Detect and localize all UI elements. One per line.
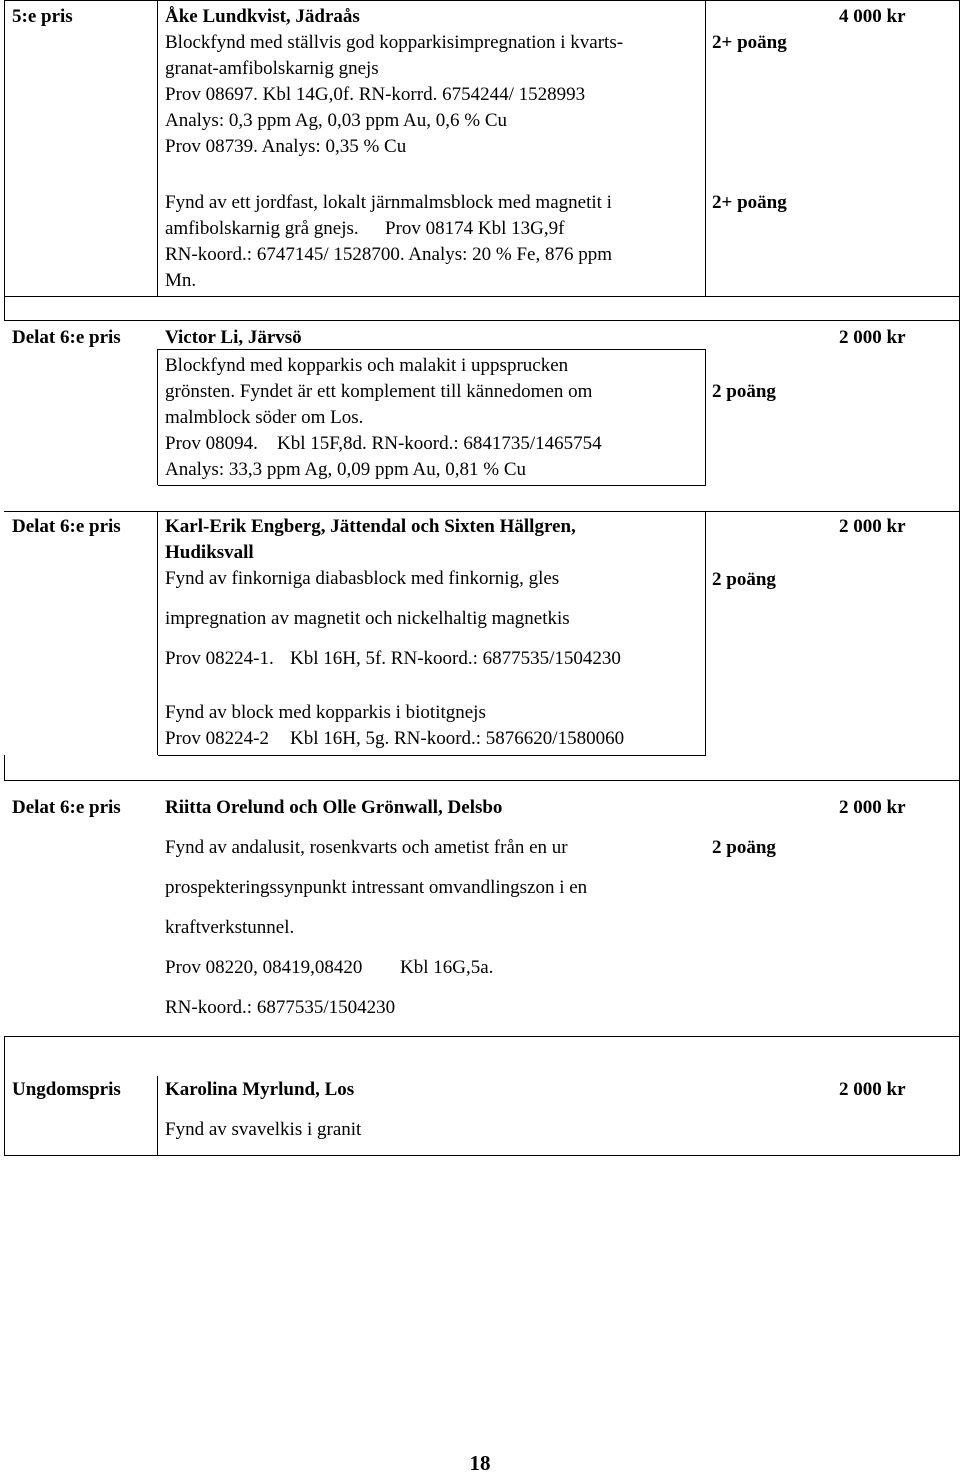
table-rule	[705, 511, 706, 755]
find-description-line: Analys: 0,3 ppm Ag, 0,03 ppm Au, 0,6 % Cu	[165, 110, 508, 131]
winner-name: Victor Li, Järvsö	[165, 327, 302, 348]
prize-amount: 2 000 kr	[839, 327, 906, 348]
table-rule	[4, 1155, 960, 1156]
find-description-line: Analys: 33,3 ppm Ag, 0,09 ppm Au, 0,81 % Cu	[165, 459, 527, 480]
table-rule	[158, 755, 706, 756]
find-description-line: Kbl 15F,8d. RN-koord.: 6841735/1465754	[277, 433, 602, 454]
find-description-line: Prov 08224-1.	[165, 648, 274, 669]
find-description-line: impregnation av magnetit och nickelhaltig magnetkis	[165, 608, 570, 629]
page-number: 18	[469, 1451, 491, 1475]
find-description-line: Prov 08224-2	[165, 728, 269, 749]
find-description-line: Prov 08220, 08419,08420	[165, 957, 363, 978]
table-rule	[4, 0, 960, 1]
table-rule	[4, 780, 960, 781]
table-rule	[4, 1036, 5, 1155]
find-description-line: RN-koord.: 6747145/ 1528700. Analys: 20 % Fe, 876 ppm	[165, 244, 613, 265]
table-rule	[4, 296, 5, 320]
find-description-line: Blockfynd med ställvis god kopparkisimpregnation i kvarts-	[165, 32, 624, 53]
table-rule	[4, 1036, 960, 1037]
find-description-line: prospekteringssynpunkt intressant omvandlingszon i en	[165, 877, 588, 898]
points-badge: 2+ poäng	[712, 32, 787, 53]
winner-name: Åke Lundkvist, Jädraås	[165, 6, 360, 27]
find-description-line: amfibolskarnig grå gnejs.	[165, 218, 359, 239]
find-description-line: Blockfynd med kopparkis och malakit i uppsprucken	[165, 355, 569, 376]
winner-name: Karl-Erik Engberg, Jättendal och Sixten Hällgren,	[165, 516, 576, 537]
table-rule	[157, 349, 158, 485]
table-rule	[157, 0, 158, 296]
find-description-line: Fynd av finkorniga diabasblock med finkornig, gles	[165, 568, 560, 589]
points-badge: 2+ poäng	[712, 192, 787, 213]
find-description-line: kraftverkstunnel.	[165, 917, 295, 938]
find-description-line: Kbl 16G,5a.	[400, 957, 494, 978]
points-badge: 2 poäng	[712, 569, 776, 590]
prize-label: Delat 6:e pris	[12, 516, 121, 537]
prize-label: Ungdomspris	[12, 1079, 121, 1100]
prize-amount: 4 000 kr	[839, 6, 906, 27]
table-rule	[4, 296, 960, 297]
find-description-line: Mn.	[165, 270, 197, 291]
table-rule	[705, 0, 706, 296]
find-description-line: grönsten. Fyndet är ett komplement till kännedomen om	[165, 381, 593, 402]
prize-label: 5:e pris	[12, 6, 73, 27]
winner-name: Karolina Myrlund, Los	[165, 1079, 355, 1100]
find-description-line: Fynd av andalusit, rosenkvarts och ametist från en ur	[165, 837, 568, 858]
find-description-line: Prov 08697. Kbl 14G,0f. RN-korrd. 6754244/ 1528993	[165, 84, 586, 105]
prize-label: Delat 6:e pris	[12, 797, 121, 818]
find-description-line: Fynd av ett jordfast, lokalt järnmalmsblock med magnetit i	[165, 192, 612, 213]
prize-amount: 2 000 kr	[839, 1079, 906, 1100]
prize-amount: 2 000 kr	[839, 797, 906, 818]
table-rule	[157, 1076, 158, 1155]
find-description-line: Prov 08739. Analys: 0,35 % Cu	[165, 136, 407, 157]
find-description-line: Prov 08094.	[165, 433, 258, 454]
find-description-line: malmblock söder om Los.	[165, 407, 364, 428]
winner-name: Riitta Orelund och Olle Grönwall, Delsbo	[165, 797, 503, 818]
table-rule	[4, 0, 5, 296]
find-description-line: Fynd av block med kopparkis i biotitgnejs	[165, 702, 486, 723]
table-rule	[4, 755, 5, 780]
find-description-line: Kbl 16H, 5g. RN-koord.: 5876620/1580060	[290, 728, 625, 749]
table-rule	[157, 511, 158, 755]
prize-label: Delat 6:e pris	[12, 327, 121, 348]
find-description-line: Prov 08174 Kbl 13G,9f	[385, 218, 565, 239]
find-description-line: Fynd av svavelkis i granit	[165, 1119, 362, 1140]
points-badge: 2 poäng	[712, 837, 776, 858]
table-rule	[4, 511, 960, 512]
table-rule	[705, 349, 706, 485]
prize-amount: 2 000 kr	[839, 516, 906, 537]
find-description-line: Kbl 16H, 5f. RN-koord.: 6877535/1504230	[290, 648, 621, 669]
find-description-line: granat-amfibolskarnig gnejs	[165, 58, 379, 79]
find-description-line: RN-koord.: 6877535/1504230	[165, 997, 396, 1018]
points-badge: 2 poäng	[712, 381, 776, 402]
winner-name: Hudiksvall	[165, 542, 254, 563]
table-rule	[158, 485, 706, 486]
table-rule	[4, 320, 960, 321]
